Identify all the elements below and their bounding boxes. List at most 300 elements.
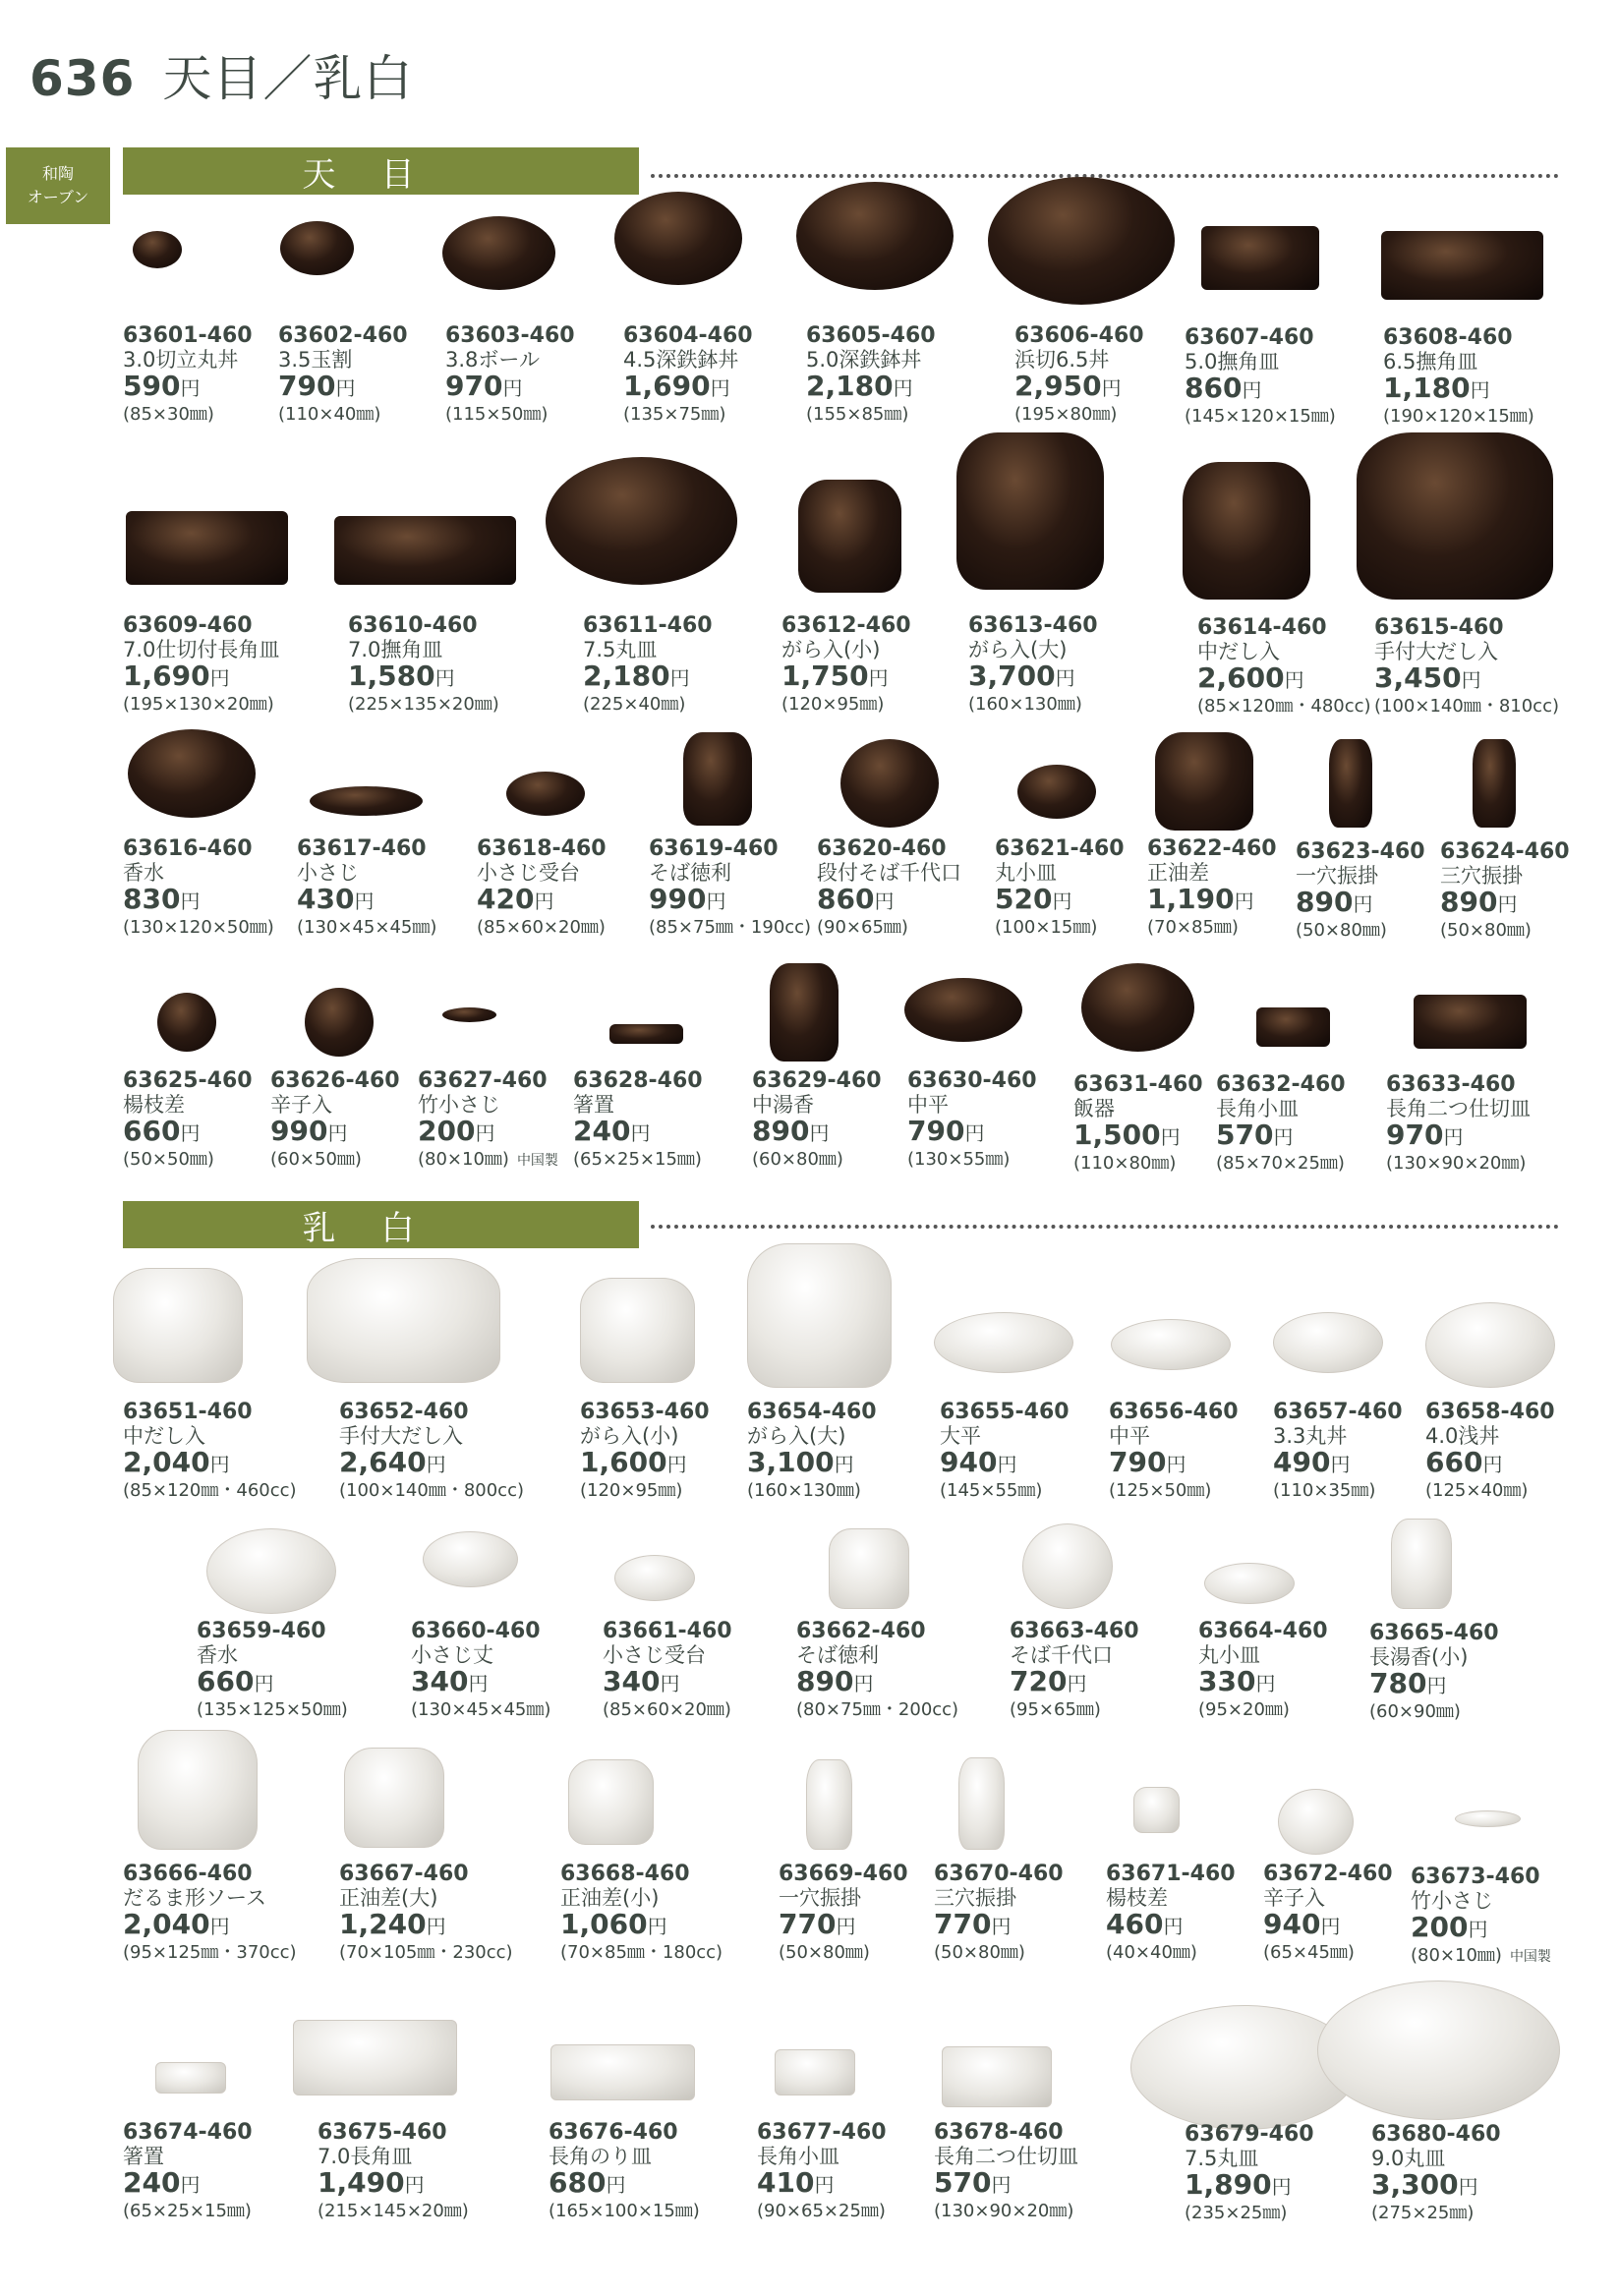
yen-unit: 円 xyxy=(660,1672,680,1695)
yen-unit: 円 xyxy=(1067,1672,1087,1695)
product-item xyxy=(445,324,575,427)
product-size: (50×80㎜) xyxy=(934,1942,1025,1963)
product-item xyxy=(779,1863,908,1965)
product-price: 2,180円 xyxy=(806,370,913,402)
product-price: 590円 xyxy=(123,370,201,402)
product-price: 790円 xyxy=(907,1115,985,1147)
product-code: 63656-460 xyxy=(1109,1400,1239,1424)
product-item xyxy=(1371,2123,1501,2225)
product-item xyxy=(934,1863,1064,1965)
product-item xyxy=(1440,840,1570,943)
product-item xyxy=(1296,840,1425,943)
product-name: 中湯香 xyxy=(752,1093,814,1117)
yen-unit: 円 xyxy=(180,1121,201,1145)
yen-unit: 円 xyxy=(1497,892,1518,916)
product-name: 4.5深鉄鉢丼 xyxy=(623,348,739,372)
product-item xyxy=(1425,1401,1555,1503)
product-price: 3,100円 xyxy=(747,1446,854,1478)
product-name: 小さじ受台 xyxy=(603,1643,706,1667)
product-size: (115×50㎜) xyxy=(445,404,549,425)
product-code: 63603-460 xyxy=(445,323,575,348)
yen-unit: 円 xyxy=(814,2173,835,2197)
product-photo xyxy=(126,511,288,585)
product-photo xyxy=(334,516,516,585)
product-code: 63621-460 xyxy=(995,836,1125,861)
product-photo xyxy=(206,1528,336,1614)
product-price: 340円 xyxy=(411,1665,489,1697)
product-photo xyxy=(609,1024,683,1044)
product-price: 3,700円 xyxy=(968,660,1075,692)
product-size: (225×40㎜) xyxy=(583,694,686,715)
product-item xyxy=(603,1620,732,1722)
yen-unit: 円 xyxy=(354,890,375,913)
product-code: 63633-460 xyxy=(1386,1072,1516,1097)
product-code: 63663-460 xyxy=(1010,1619,1139,1643)
product-photo xyxy=(942,2046,1052,2107)
product-code: 63629-460 xyxy=(752,1068,882,1093)
product-size: (120×95㎜) xyxy=(580,1480,683,1501)
product-size: (195×130×20㎜) xyxy=(123,694,274,715)
product-photo xyxy=(293,2020,457,2095)
product-name: 7.0仕切付長角皿 xyxy=(123,638,280,661)
product-size: (195×80㎜) xyxy=(1014,404,1118,425)
product-price: 420円 xyxy=(477,883,554,915)
product-name: がら入(小) xyxy=(580,1424,679,1448)
product-code: 63606-460 xyxy=(1014,323,1144,348)
yen-unit: 円 xyxy=(997,1453,1017,1476)
product-item xyxy=(411,1620,550,1722)
product-size: (85×120㎜・480cc) xyxy=(1197,696,1371,717)
product-code: 63623-460 xyxy=(1296,839,1425,864)
product-item xyxy=(339,1401,524,1503)
product-name: 一穴振掛 xyxy=(1296,864,1378,888)
product-size: (110×80㎜) xyxy=(1073,1153,1177,1174)
page-header xyxy=(29,39,413,110)
product-name: 丸小皿 xyxy=(995,861,1057,885)
product-photo xyxy=(344,1748,444,1848)
product-price: 1,600円 xyxy=(580,1446,687,1478)
product-item xyxy=(1014,324,1144,427)
yen-unit: 円 xyxy=(1163,1915,1184,1938)
product-size: (110×40㎜) xyxy=(278,404,381,425)
product-photo xyxy=(775,2049,855,2095)
product-item xyxy=(580,1401,710,1503)
product-code: 63651-460 xyxy=(123,1400,253,1424)
product-code: 63669-460 xyxy=(779,1862,908,1886)
product-item xyxy=(968,614,1098,717)
product-photo xyxy=(956,432,1104,590)
product-name: 正油差 xyxy=(1147,861,1209,885)
product-name: 香水 xyxy=(123,861,164,885)
product-item xyxy=(1106,1863,1236,1965)
product-price: 3,450円 xyxy=(1374,661,1481,694)
product-price: 570円 xyxy=(1216,1119,1294,1151)
yen-unit: 円 xyxy=(180,2173,201,2197)
product-size: (70×105㎜・230cc) xyxy=(339,1942,513,1963)
yen-unit: 円 xyxy=(647,1915,667,1938)
product-code: 63652-460 xyxy=(339,1400,469,1424)
product-size: (100×140㎜・800cc) xyxy=(339,1480,524,1501)
product-photo xyxy=(798,480,901,593)
product-name: 4.0浅丼 xyxy=(1425,1424,1500,1448)
product-name: 7.0長角皿 xyxy=(318,2145,413,2168)
product-price: 1,180円 xyxy=(1383,372,1490,404)
product-name: 箸置 xyxy=(573,1093,614,1117)
product-code: 63659-460 xyxy=(197,1619,326,1643)
product-size: (125×40㎜) xyxy=(1425,1480,1529,1501)
product-photo xyxy=(423,1531,518,1587)
product-photo xyxy=(958,1757,1005,1850)
product-item xyxy=(1197,616,1371,718)
product-price: 770円 xyxy=(779,1908,856,1940)
product-size: (190×120×15㎜) xyxy=(1383,406,1534,427)
product-name: 三穴振掛 xyxy=(1440,864,1523,888)
product-code: 63670-460 xyxy=(934,1862,1064,1886)
product-photo xyxy=(1133,1787,1180,1833)
product-size: (60×80㎜) xyxy=(752,1149,843,1170)
product-name: そば徳利 xyxy=(796,1643,879,1667)
product-size: (160×130㎜) xyxy=(968,694,1082,715)
product-photo xyxy=(1391,1519,1452,1609)
product-name: 3.8ボール xyxy=(445,348,540,372)
yen-unit: 円 xyxy=(1353,892,1373,916)
yen-unit: 円 xyxy=(209,666,230,690)
product-size: (90×65㎜) xyxy=(817,917,908,938)
product-code: 63618-460 xyxy=(477,836,607,861)
section-title-tenmoku: 天目 xyxy=(302,154,460,195)
product-size: (125×50㎜) xyxy=(1109,1480,1212,1501)
product-code: 63628-460 xyxy=(573,1068,703,1093)
product-code: 63673-460 xyxy=(1411,1865,1540,1889)
yen-unit: 円 xyxy=(1470,378,1490,402)
product-price: 940円 xyxy=(940,1446,1017,1478)
product-size: (120×95㎜) xyxy=(781,694,885,715)
product-name: 3.0切立丸丼 xyxy=(123,348,239,372)
product-size: (85×120㎜・460cc) xyxy=(123,1480,297,1501)
product-photo xyxy=(614,192,742,285)
section-title-nyuhaku: 乳白 xyxy=(302,1208,460,1248)
product-name: そば千代口 xyxy=(1010,1643,1113,1667)
product-photo xyxy=(128,729,256,818)
product-size: (50×80㎜) xyxy=(1440,920,1532,941)
product-photo xyxy=(1256,1007,1330,1047)
yen-unit: 円 xyxy=(893,376,913,400)
yen-unit: 円 xyxy=(434,666,455,690)
yen-unit: 円 xyxy=(502,376,523,400)
product-code: 63615-460 xyxy=(1374,615,1504,640)
product-size: (60×50㎜) xyxy=(270,1149,362,1170)
product-code: 63609-460 xyxy=(123,613,253,638)
product-name: 浜切6.5丼 xyxy=(1014,348,1110,372)
product-item xyxy=(573,1069,703,1172)
product-price: 970円 xyxy=(1386,1119,1464,1151)
product-size: (70×85㎜・180cc) xyxy=(560,1942,723,1963)
product-price: 1,500円 xyxy=(1073,1119,1181,1151)
product-photo xyxy=(1381,231,1543,300)
product-name: 正油差(大) xyxy=(339,1886,438,1910)
yen-unit: 円 xyxy=(1330,1453,1351,1476)
product-price: 940円 xyxy=(1263,1908,1341,1940)
product-size: (130×120×50㎜) xyxy=(123,917,274,938)
product-photo xyxy=(1201,226,1319,290)
product-name: がら入(大) xyxy=(747,1424,846,1448)
product-price: 1,750円 xyxy=(781,660,889,692)
product-item xyxy=(940,1401,1070,1503)
product-photo xyxy=(1329,739,1372,828)
product-size: (80×75㎜・200cc) xyxy=(796,1699,959,1720)
product-name: 5.0深鉄鉢丼 xyxy=(806,348,922,372)
product-photo xyxy=(1017,765,1096,819)
product-size: (65×25×15㎜) xyxy=(573,1149,702,1170)
product-price: 770円 xyxy=(934,1908,1012,1940)
product-item xyxy=(477,837,607,940)
product-price: 520円 xyxy=(995,883,1072,915)
yen-unit: 円 xyxy=(836,1915,856,1938)
product-name: そば徳利 xyxy=(649,861,731,885)
product-item xyxy=(649,837,811,940)
product-photo xyxy=(442,1007,496,1022)
product-code: 63614-460 xyxy=(1197,615,1327,640)
product-name: 7.5丸皿 xyxy=(583,638,658,661)
product-code: 63632-460 xyxy=(1216,1072,1346,1097)
product-code: 63666-460 xyxy=(123,1862,253,1886)
product-size: (215×145×20㎜) xyxy=(318,2201,469,2221)
product-price: 1,240円 xyxy=(339,1908,446,1940)
product-size: (225×135×20㎜) xyxy=(348,694,499,715)
section-banner-nyuhaku xyxy=(123,1201,639,1248)
yen-unit: 円 xyxy=(1055,666,1075,690)
product-photo xyxy=(770,963,839,1062)
product-item xyxy=(278,324,408,427)
product-name: 一穴振掛 xyxy=(779,1886,861,1910)
product-name: 長湯香(小) xyxy=(1369,1645,1469,1669)
product-item xyxy=(907,1069,1037,1172)
product-price: 890円 xyxy=(752,1115,830,1147)
product-photo xyxy=(1473,739,1516,828)
product-price: 3,300円 xyxy=(1371,2168,1478,2201)
product-photo xyxy=(155,2062,226,2094)
product-price: 660円 xyxy=(1425,1446,1503,1478)
product-code: 63653-460 xyxy=(580,1400,710,1424)
product-name: 長角二つ仕切皿 xyxy=(934,2145,1078,2168)
product-name: 中だし入 xyxy=(123,1424,205,1448)
product-photo xyxy=(280,221,354,275)
product-code: 63616-460 xyxy=(123,836,253,861)
product-item xyxy=(1374,616,1559,718)
product-code: 63602-460 xyxy=(278,323,408,348)
product-code: 63660-460 xyxy=(411,1619,541,1643)
product-photo xyxy=(1357,432,1553,600)
product-code: 63617-460 xyxy=(297,836,427,861)
product-code: 63631-460 xyxy=(1073,1072,1203,1097)
product-name: 手付大だし入 xyxy=(1374,640,1498,663)
product-price: 990円 xyxy=(270,1115,348,1147)
product-name: 楊枝差 xyxy=(123,1093,185,1117)
yen-unit: 円 xyxy=(991,2173,1012,2197)
product-price: 490円 xyxy=(1273,1446,1351,1478)
section-banner-tenmoku xyxy=(123,147,639,195)
product-price: 990円 xyxy=(649,883,726,915)
product-item xyxy=(339,1863,513,1965)
product-name: 香水 xyxy=(197,1643,238,1667)
product-photo xyxy=(840,739,939,828)
product-item xyxy=(796,1620,958,1722)
yen-unit: 円 xyxy=(834,1453,854,1476)
product-name: 中だし入 xyxy=(1197,640,1280,663)
product-size: (145×55㎜) xyxy=(940,1480,1043,1501)
product-name: 長角小皿 xyxy=(757,2145,839,2168)
product-photo xyxy=(442,216,555,290)
product-code: 63654-460 xyxy=(747,1400,877,1424)
yen-unit: 円 xyxy=(209,1915,230,1938)
product-size: (100×140㎜・810cc) xyxy=(1374,696,1559,717)
product-name: 飯器 xyxy=(1073,1097,1115,1120)
product-photo xyxy=(904,978,1022,1042)
yen-unit: 円 xyxy=(426,1915,446,1938)
yen-unit: 円 xyxy=(180,376,201,400)
product-code: 63610-460 xyxy=(348,613,478,638)
product-item xyxy=(123,2121,253,2223)
product-item xyxy=(123,837,274,940)
product-item xyxy=(1386,1073,1531,1176)
product-size: (40×40㎜) xyxy=(1106,1942,1197,1963)
product-photo xyxy=(1155,732,1253,831)
yen-unit: 円 xyxy=(669,666,690,690)
product-code: 63613-460 xyxy=(968,613,1098,638)
yen-unit: 円 xyxy=(468,1672,489,1695)
product-size: (85×60×20㎜) xyxy=(477,917,606,938)
product-code: 63667-460 xyxy=(339,1862,469,1886)
yen-unit: 円 xyxy=(1482,1453,1503,1476)
yen-unit: 円 xyxy=(706,890,726,913)
product-name: 7.5丸皿 xyxy=(1185,2147,1259,2170)
yen-unit: 円 xyxy=(1320,1915,1341,1938)
product-photo xyxy=(988,177,1175,305)
product-size: (130×55㎜) xyxy=(907,1149,1011,1170)
product-price: 790円 xyxy=(1109,1446,1186,1478)
product-item xyxy=(1198,1620,1328,1722)
product-item xyxy=(123,1863,297,1965)
product-size: (85×60×20㎜) xyxy=(603,1699,731,1720)
product-name: 中平 xyxy=(907,1093,949,1117)
product-size: (135×125×50㎜) xyxy=(197,1699,348,1720)
product-price: 860円 xyxy=(817,883,895,915)
product-item xyxy=(623,324,753,427)
yen-unit: 円 xyxy=(853,1672,874,1695)
product-item xyxy=(549,2121,700,2223)
yen-unit: 円 xyxy=(809,1121,830,1145)
product-name: がら入(大) xyxy=(968,638,1068,661)
product-price: 2,180円 xyxy=(583,660,690,692)
yen-unit: 円 xyxy=(1284,668,1304,692)
product-code: 63612-460 xyxy=(781,613,911,638)
product-price: 780円 xyxy=(1369,1667,1447,1699)
yen-unit: 円 xyxy=(475,1121,495,1145)
product-item xyxy=(123,614,279,717)
product-size: (130×45×45㎜) xyxy=(297,917,437,938)
product-photo xyxy=(806,1759,852,1850)
product-name: 3.3丸丼 xyxy=(1273,1424,1348,1448)
product-item xyxy=(1369,1622,1499,1724)
product-item xyxy=(1010,1620,1139,1722)
product-size: (50×50㎜) xyxy=(123,1149,214,1170)
product-code: 63626-460 xyxy=(270,1068,400,1093)
product-price: 860円 xyxy=(1185,372,1262,404)
product-code: 63601-460 xyxy=(123,323,253,348)
yen-unit: 円 xyxy=(426,1453,446,1476)
product-code: 63611-460 xyxy=(583,613,713,638)
product-name: 手付大だし入 xyxy=(339,1424,463,1448)
product-code: 63608-460 xyxy=(1383,325,1513,350)
product-photo xyxy=(1204,1563,1295,1604)
product-photo xyxy=(546,457,737,585)
product-item xyxy=(781,614,911,717)
product-code: 63678-460 xyxy=(934,2120,1064,2145)
product-price: 1,890円 xyxy=(1185,2168,1292,2201)
product-photo xyxy=(307,1258,500,1383)
product-code: 63664-460 xyxy=(1198,1619,1328,1643)
product-size: (130×90×20㎜) xyxy=(1386,1153,1527,1174)
yen-unit: 円 xyxy=(1426,1674,1447,1697)
product-size: (90×65×25㎜) xyxy=(757,2201,886,2221)
product-name: 辛子入 xyxy=(270,1093,332,1117)
product-size: (85×70×25㎜) xyxy=(1216,1153,1345,1174)
product-item xyxy=(123,324,253,427)
yen-unit: 円 xyxy=(327,1121,348,1145)
product-photo xyxy=(1317,1980,1560,2120)
yen-unit: 円 xyxy=(1458,2175,1478,2199)
product-photo xyxy=(829,1528,909,1609)
product-name: 長角二つ仕切皿 xyxy=(1386,1097,1531,1120)
product-item xyxy=(123,1401,297,1503)
product-item xyxy=(1147,837,1277,940)
product-code: 63671-460 xyxy=(1106,1862,1236,1886)
yen-unit: 円 xyxy=(1101,376,1122,400)
yen-unit: 円 xyxy=(1052,890,1072,913)
product-name: 小さじ受台 xyxy=(477,861,580,885)
product-photo xyxy=(796,182,954,290)
yen-unit: 円 xyxy=(710,376,730,400)
product-size: (95×125㎜・370cc) xyxy=(123,1942,297,1963)
product-price: 1,580円 xyxy=(348,660,455,692)
product-code: 63620-460 xyxy=(817,836,947,861)
product-photo xyxy=(934,1312,1073,1373)
yen-unit: 円 xyxy=(666,1453,687,1476)
product-photo xyxy=(1425,1302,1555,1388)
product-name: 5.0撫角皿 xyxy=(1185,350,1280,373)
product-code: 63675-460 xyxy=(318,2120,447,2145)
product-item xyxy=(747,1401,877,1503)
yen-unit: 円 xyxy=(1273,1125,1294,1149)
product-price: 2,640円 xyxy=(339,1446,446,1478)
product-code: 63655-460 xyxy=(940,1400,1070,1424)
product-price: 1,690円 xyxy=(623,370,730,402)
product-name: 中平 xyxy=(1109,1424,1150,1448)
side-tab-line2: オーブン xyxy=(27,188,89,206)
product-item xyxy=(348,614,499,717)
product-code: 63679-460 xyxy=(1185,2122,1314,2147)
product-size: (235×25㎜) xyxy=(1185,2203,1288,2223)
page-title: 天目／乳白 xyxy=(162,50,414,107)
product-size: (85×75㎜・190cc) xyxy=(649,917,812,938)
product-item xyxy=(1185,2123,1314,2225)
product-price: 1,190円 xyxy=(1147,883,1254,915)
yen-unit: 円 xyxy=(1271,2175,1292,2199)
product-name: 竹小さじ xyxy=(418,1093,500,1117)
product-photo xyxy=(747,1243,892,1388)
section-divider-tenmoku xyxy=(651,174,1559,178)
yen-unit: 円 xyxy=(1242,378,1262,402)
